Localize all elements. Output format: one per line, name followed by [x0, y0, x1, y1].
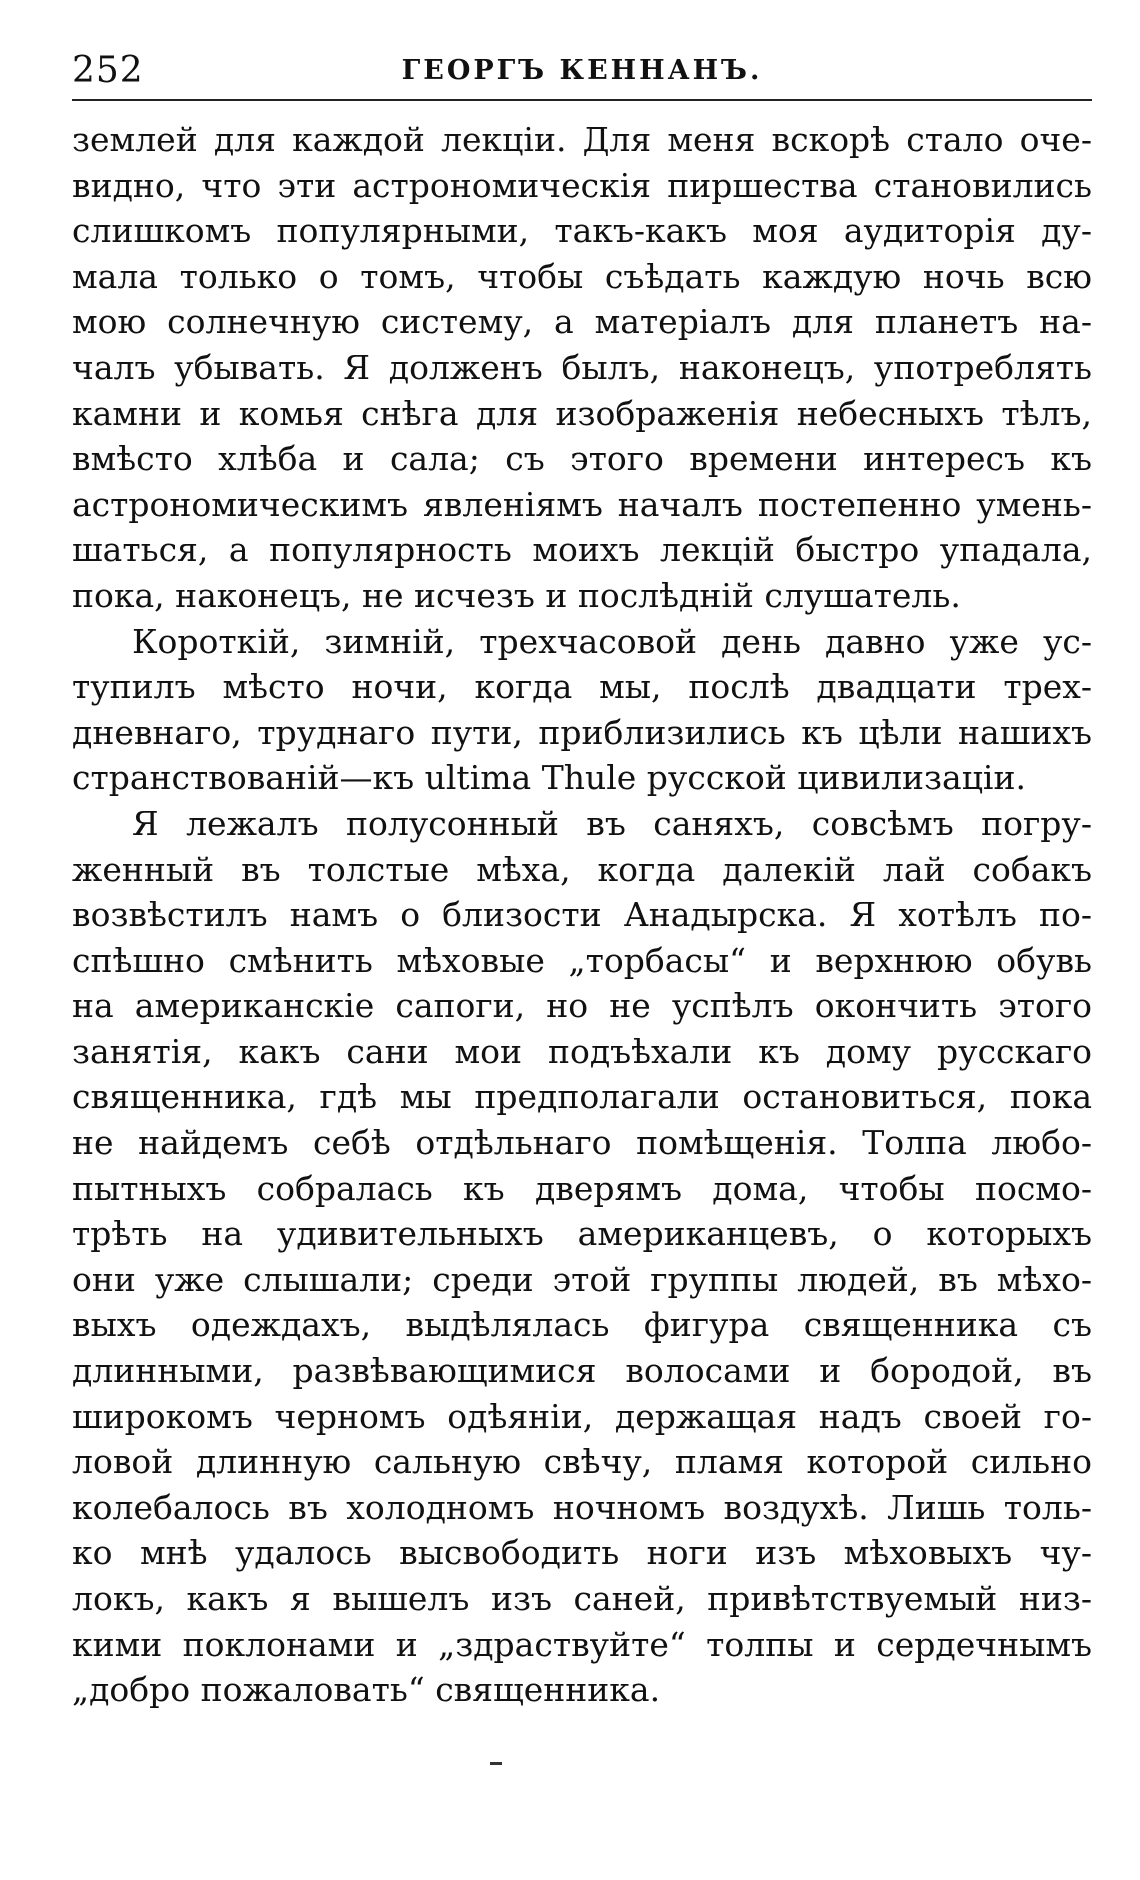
- text-line: длинными, развѣвающимися волосами и бородой, въ: [72, 1351, 1092, 1391]
- text-line: на американскіе сапоги, но не успѣлъ окончить этого: [72, 986, 1092, 1026]
- running-head: ГЕОРГЪ КЕННАНЪ.: [401, 55, 763, 86]
- text-line: астрономическимъ явленіямъ началъ постепенно умень-: [72, 484, 1092, 524]
- text-line: мою солнечную систему, а матеріалъ для планетъ на-: [72, 302, 1092, 342]
- body-text: [72, 117, 1092, 1713]
- text-line: локъ, какъ я вышелъ изъ саней, привѣтствуемый низ-: [72, 1579, 1092, 1618]
- text-line: колебалось въ холодномъ ночномъ воздухѣ. Лишь толь-: [72, 1487, 1092, 1527]
- header-rule: [72, 99, 1092, 101]
- text-line: странствованій—къ ultima Thule русской цивилизаціи.: [72, 758, 1026, 798]
- paragraph: [72, 801, 1092, 1713]
- text-line: занятія, какъ сани мои подъѣхали къ дому русскаго: [72, 1031, 1092, 1071]
- book-page: [72, 46, 1092, 1713]
- text-line: землей для каждой лекціи. Для меня вскорѣ стало оче-: [72, 120, 1092, 159]
- text-line: женный въ толстые мѣха, когда далекій лай собакъ: [72, 849, 1092, 889]
- page-number: 252: [72, 50, 144, 91]
- text-line: священника, гдѣ мы предполагали остановиться, пока: [72, 1077, 1092, 1117]
- text-line: тупилъ мѣсто ночи, когда мы, послѣ двадцати трех-: [72, 667, 1092, 707]
- text-line: видно, что эти астрономическія пиршества становились: [72, 165, 1092, 205]
- text-line: возвѣстилъ намъ о близости Анадырска. Я хотѣлъ по-: [72, 895, 1092, 935]
- text-line: ловой длинную сальную свѣчу, пламя которой сильно: [72, 1442, 1092, 1482]
- paragraph: [72, 117, 1092, 619]
- text-line: чалъ убывать. Я долженъ былъ, наконецъ, употреблять: [72, 347, 1092, 387]
- text-line: трѣть на удивительныхъ американцевъ, о которыхъ: [72, 1214, 1092, 1254]
- text-line: выхъ одеждахъ, выдѣлялась фигура священника съ: [72, 1305, 1092, 1345]
- text-line: шаться, а популярность моихъ лекцій быстро упадала,: [72, 530, 1092, 570]
- text-line: ко мнѣ удалось высвободить ноги изъ мѣховыхъ чу-: [72, 1533, 1092, 1573]
- text-line: Я лежалъ полусонный въ саняхъ, совсѣмъ погру-: [132, 803, 1092, 843]
- text-line: они уже слышали; среди этой группы людей, въ мѣхо-: [72, 1259, 1092, 1299]
- text-line: слишкомъ популярными, такъ-какъ моя аудиторія ду-: [72, 211, 1092, 251]
- text-line: широкомъ черномъ одѣяніи, держащая надъ своей го-: [72, 1396, 1092, 1436]
- text-line: спѣшно смѣнить мѣховые „торбасы“ и верхнюю обувь: [72, 940, 1092, 980]
- text-line: пока, наконецъ, не исчезъ и послѣдній слушатель.: [72, 575, 961, 615]
- text-line: не найдемъ себѣ отдѣльнаго помѣщенія. Толпа любо-: [72, 1123, 1092, 1163]
- paragraph: [72, 619, 1092, 801]
- page-header: [72, 46, 1092, 96]
- text-line: пытныхъ собралась къ дверямъ дома, чтобы посмо-: [72, 1168, 1092, 1208]
- printer-mark: [490, 1762, 502, 1765]
- text-line: „добро пожаловать“ священника.: [72, 1670, 661, 1710]
- text-line: мала только о томъ, чтобы съѣдать каждую ночь всю: [72, 256, 1092, 296]
- text-line: кими поклонами и „здраствуйте“ толпы и сердечнымъ: [72, 1624, 1092, 1664]
- text-line: Короткій, зимній, трехчасовой день давно уже ус-: [132, 621, 1092, 661]
- text-line: дневнаго, труднаго пути, приблизились къ цѣли нашихъ: [72, 712, 1092, 752]
- text-line: камни и комья снѣга для изображенія небесныхъ тѣлъ,: [72, 393, 1092, 433]
- text-line: вмѣсто хлѣба и сала; съ этого времени интересъ къ: [72, 439, 1092, 479]
